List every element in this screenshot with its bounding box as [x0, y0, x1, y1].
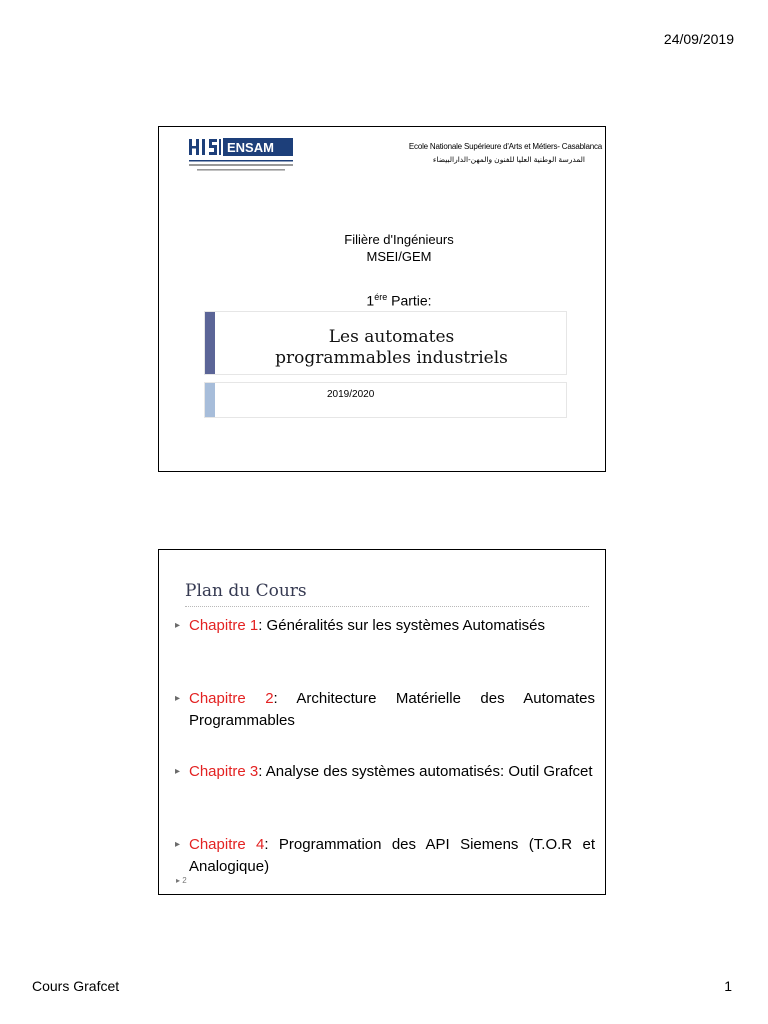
course-title-line2: programmables industriels: [275, 348, 508, 368]
course-title: [217, 327, 566, 369]
footer-page-number: 1: [724, 978, 732, 994]
chapter-label: Chapitre 3: [189, 763, 259, 780]
title-accent-bar: [205, 312, 215, 374]
partie-label: [259, 292, 539, 309]
chapter-item: [175, 688, 595, 732]
chapter-text: : Programmation des API Siemens (T.O.R et Analogique): [189, 836, 595, 875]
bullet-arrow-icon: ▸: [176, 876, 181, 885]
chapter-item: [175, 834, 595, 878]
school-name-ar: المدرسة الوطنية العليا للفنون والمهن-الدارالبيضاء: [432, 155, 585, 164]
title-divider: [185, 606, 589, 607]
bullet-arrow-icon: ▸: [175, 839, 181, 850]
chapter-item: [175, 615, 595, 637]
chapter-label: Chapitre 2: [189, 690, 274, 707]
year-accent-bar: [205, 383, 215, 417]
filiere: [259, 231, 539, 265]
chapter-label: Chapitre 1: [189, 617, 259, 634]
chapter-text: : Analyse des systèmes automatisés: Outil Grafcet: [258, 763, 593, 780]
slide-number: [176, 876, 187, 885]
course-title-box: [204, 311, 567, 375]
academic-year: 2019/2020: [327, 389, 375, 400]
partie-sup: ére: [374, 292, 388, 302]
footer-course-name: Cours Grafcet: [32, 978, 120, 994]
logo-name: ENSAM: [227, 140, 274, 155]
chapter-item: [175, 761, 595, 783]
bullet-arrow-icon: ▸: [175, 766, 181, 777]
page-date: 24/09/2019: [663, 31, 734, 47]
partie-number: 1: [366, 292, 375, 309]
filiere-line1: Filière d'Ingénieurs: [344, 232, 454, 247]
ensam-logo-icon: [187, 137, 333, 177]
year-box: [204, 382, 567, 418]
slide-number-value: 2: [182, 876, 187, 885]
slide-title: [158, 126, 606, 472]
filiere-line2: MSEI/GEM: [366, 249, 432, 264]
course-title-line1: Les automates: [328, 327, 455, 347]
chapter-text: : Architecture Matérielle des Automates Programmables: [189, 690, 595, 729]
school-name-fr: Ecole Nationale Supérieure d'Arts et Métiers- Casablanca: [408, 142, 602, 151]
slide-plan: [158, 549, 606, 895]
plan-title: Plan du Cours: [185, 581, 307, 601]
chapter-label: Chapitre 4: [189, 836, 265, 853]
bullet-arrow-icon: ▸: [175, 620, 181, 631]
chapter-text: : Généralités sur les systèmes Automatisés: [258, 617, 545, 634]
bullet-arrow-icon: ▸: [175, 693, 181, 704]
partie-text: Partie:: [387, 292, 432, 309]
